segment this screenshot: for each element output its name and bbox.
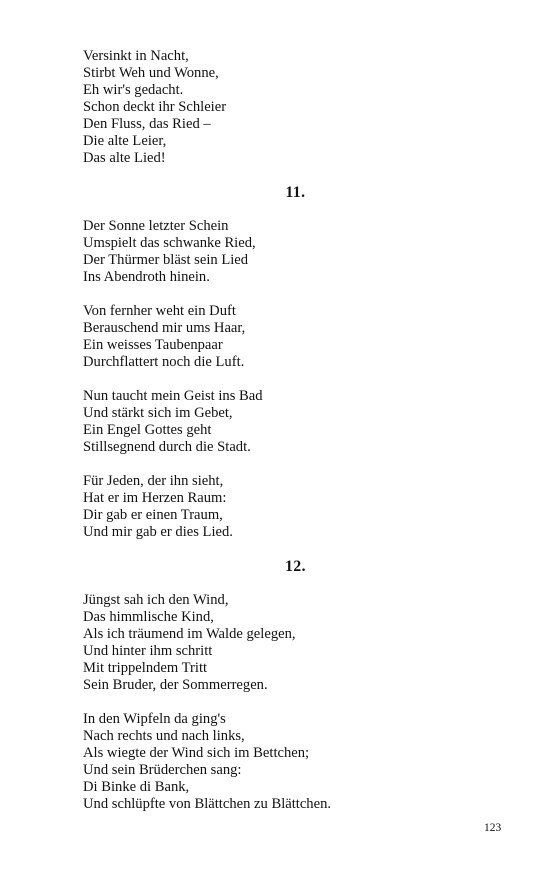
spacer xyxy=(83,286,513,303)
verse-line: Umspielt das schwanke Ried, xyxy=(83,235,256,251)
verse-line: Stirbt Weh und Wonne, xyxy=(83,65,219,81)
spacer xyxy=(83,541,513,558)
verse-line: Berauschend mir ums Haar, xyxy=(83,320,246,336)
poem-page xyxy=(83,48,513,813)
verse-line: Für Jeden, der ihn sieht, xyxy=(83,473,224,489)
stanza-continuation xyxy=(83,48,513,167)
verse-line: Ein Engel Gottes geht xyxy=(83,422,212,438)
stanza xyxy=(83,592,513,694)
verse-line: Eh wir's gedacht. xyxy=(83,82,184,98)
spacer xyxy=(83,371,513,388)
verse-line: Versinkt in Nacht, xyxy=(83,48,189,64)
verse-line: Hat er im Herzen Raum: xyxy=(83,490,227,506)
verse-line: Stillsegnend durch die Stadt. xyxy=(83,439,251,455)
verse-line: Den Fluss, das Ried – xyxy=(83,116,211,132)
poem-number: 11. xyxy=(285,184,306,201)
verse-line: Di Binke di Bank, xyxy=(83,779,190,795)
verse-line: Schon deckt ihr Schleier xyxy=(83,99,227,115)
stanza xyxy=(83,218,513,286)
spacer xyxy=(83,456,513,473)
verse-line: Als ich träumend im Walde gelegen, xyxy=(83,626,296,642)
verse-line: Durchflattert noch die Luft. xyxy=(83,354,245,370)
verse-line: Und stärkt sich im Gebet, xyxy=(83,405,233,421)
verse-line: Die alte Leier, xyxy=(83,133,167,149)
verse-line: Ins Abendroth hinein. xyxy=(83,269,210,285)
stanza xyxy=(83,473,513,541)
verse-line: Das alte Lied! xyxy=(83,150,166,166)
verse-line: Von fernher weht ein Duft xyxy=(83,303,236,319)
stanza xyxy=(83,388,513,456)
spacer xyxy=(83,694,513,711)
spacer xyxy=(83,201,513,218)
verse-line: Und mir gab er dies Lied. xyxy=(83,524,233,540)
stanza xyxy=(83,303,513,371)
verse-line: Nun taucht mein Geist ins Bad xyxy=(83,388,263,404)
spacer xyxy=(83,167,513,184)
poem-number: 12. xyxy=(285,558,306,575)
verse-line: Und schlüpfte von Blättchen zu Blättchen. xyxy=(83,796,332,812)
verse-line: Sein Bruder, der Sommerregen. xyxy=(83,677,268,693)
verse-line: Und sein Brüderchen sang: xyxy=(83,762,242,778)
verse-line: Und hinter ihm schritt xyxy=(83,643,213,659)
verse-line: In den Wipfeln da ging's xyxy=(83,711,226,727)
verse-line: Das himmlische Kind, xyxy=(83,609,214,625)
verse-line: Jüngst sah ich den Wind, xyxy=(83,592,229,608)
verse-line: Als wiegte der Wind sich im Bettchen; xyxy=(83,745,310,761)
page-number: 123 xyxy=(484,822,502,834)
verse-line: Nach rechts und nach links, xyxy=(83,728,245,744)
verse-line: Der Sonne letzter Schein xyxy=(83,218,229,234)
verse-line: Ein weisses Taubenpaar xyxy=(83,337,223,353)
verse-line: Dir gab er einen Traum, xyxy=(83,507,223,523)
verse-line: Mit trippelndem Tritt xyxy=(83,660,208,676)
stanza xyxy=(83,711,513,813)
verse-line: Der Thürmer bläst sein Lied xyxy=(83,252,249,268)
spacer xyxy=(83,575,513,592)
